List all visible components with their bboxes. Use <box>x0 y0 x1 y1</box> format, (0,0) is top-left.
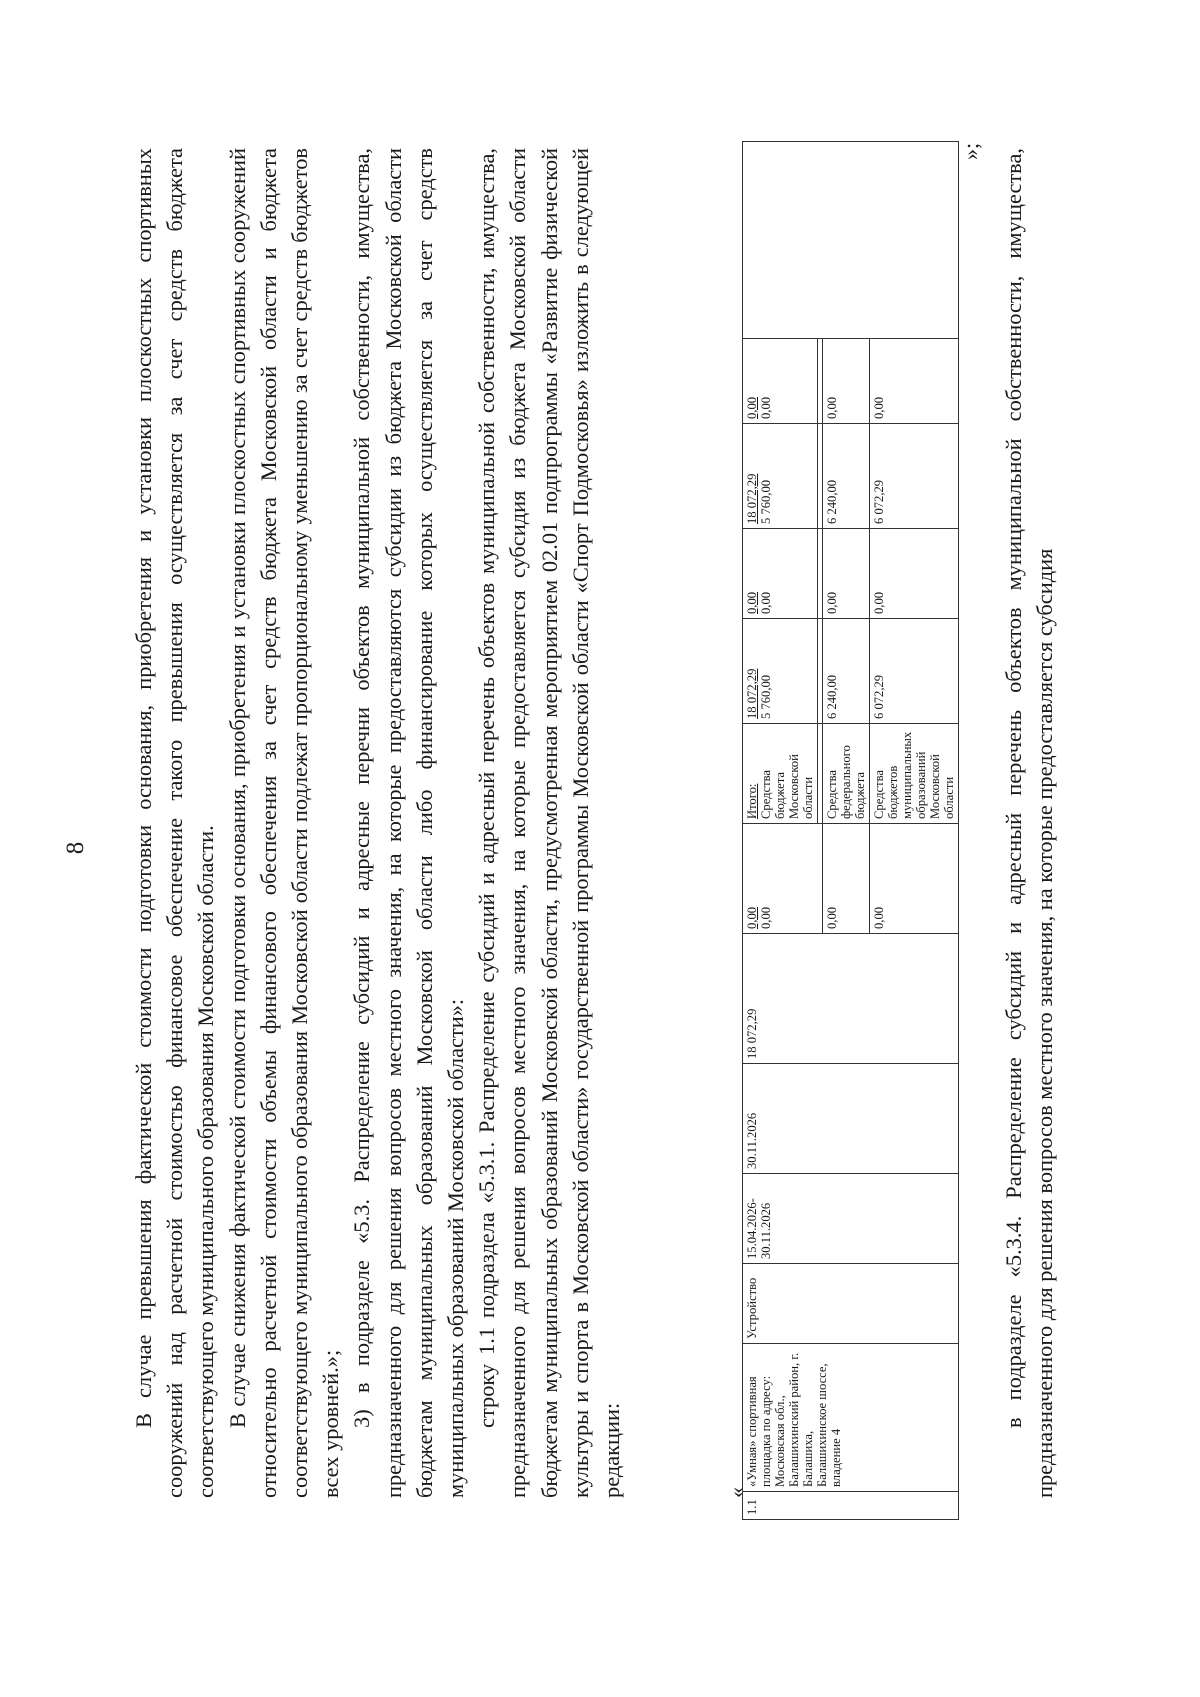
paragraph: В случае снижения фактической стоимости подготовки основания, приобретения и установки плоскостных спортивных сооружений относительно расчетной стоимости объемы финансового обеспечения за счет средств бюджета Московской области и бюджета соответствующего муниципального образования Московской области подлежат пропорциональному уменьшению за счет средств бюджетов всех уровней.»; <box>224 148 344 1498</box>
paragraph: В случае превышения фактической стоимости подготовки основания, приобретения и установки плоскостных спортивных сооружений над расчетной стоимостью финансовое обеспечение такого превышения осуществляется за счет средств бюджета соответствующего муниципального образования Московской области. <box>131 148 219 1498</box>
table-row <box>743 142 818 1520</box>
financed-total: 0,00 <box>745 906 759 929</box>
completion-date: 30.11.2026 <box>743 1064 959 1174</box>
bottom-text <box>998 148 1060 1498</box>
source-remaining: 0,00 <box>823 339 870 424</box>
closing-quote: »; <box>958 142 983 160</box>
work-period: 15.04.2026-30.11.2026 <box>743 1174 959 1264</box>
total-remaining: 0,00 <box>745 396 759 419</box>
source-sum: 5 760,00 <box>759 674 773 719</box>
source-prior: 0,00 <box>870 529 959 619</box>
source-remaining: 0,00 <box>870 339 959 424</box>
paragraph: в подразделе «5.3.4. Распределение субсидий и адресный перечень объектов муниципальной собственности, имущества, предназначенного для решения вопросов местного значения, на которые предоставляется субсидия <box>1001 148 1058 1498</box>
document-page <box>40 48 1160 1648</box>
financed-value: 0,00 <box>870 824 959 934</box>
source-prior: 0,00 <box>759 591 773 614</box>
paragraph: строку 1.1 подраздела «5.3.1. Распределение субсидий и адресный перечень объектов муниципальной собственности, имущества, предназначенного для решения вопросов местного значения, на которые предоставляется субсидия из бюджета Московской области бюджетам муниципальных образований Московской области, предусмотренная мероприятием 02.01 подпрограммы «Развитие физической культуры и спорта в Московской области» государственной программы Московской области «Спорт Подмосковья» изложить в следующей редакции: <box>474 148 625 1498</box>
opening-quote: « <box>724 1487 749 1498</box>
row-number: 1.1 <box>743 1492 959 1520</box>
financed-value: 0,00 <box>823 824 870 934</box>
total-sum: 18 072,29 <box>745 668 759 719</box>
total-2026: 18 072,29 <box>745 473 759 524</box>
source-sum: 6 072,29 <box>870 619 959 724</box>
total-label: Итого: <box>745 783 759 819</box>
source-label: Средства бюджета Московской области <box>759 754 815 819</box>
source-sum: 6 240,00 <box>823 619 870 724</box>
object-name: «Умная» спортивная площадка по адресу: Московская обл., Балашихинский район, г. Балашиха, Балашихинское шоссе, владение 4 <box>743 1344 959 1492</box>
subsidy-table <box>742 141 959 1520</box>
source-label: Средства федерального бюджета <box>823 724 870 824</box>
source-remaining: 0,00 <box>759 396 773 419</box>
source-prior: 0,00 <box>823 529 870 619</box>
financed-value: 0,00 <box>759 906 773 929</box>
paragraph: 3) в подразделе «5.3. Распределение субсидий и адресные перечни объектов муниципальной собственности, имущества, предназначенного для решения вопросов местного значения, на которые предоставляются субсидии из бюджета Московской области бюджетам муниципальных образований Московской области либо финансирование которых осуществляется за счет средств муниципальных образований Московской области»: <box>349 148 469 1498</box>
source-2026: 5 760,00 <box>759 479 773 524</box>
cost: 18 072,29 <box>743 934 959 1064</box>
total-financed: 0,00 <box>745 591 759 614</box>
empty-cell <box>743 142 959 339</box>
source-label: Средства бюджетов муниципальных образований Московской области <box>870 724 959 824</box>
main-text <box>128 148 627 1498</box>
source-2026: 6 240,00 <box>823 424 870 529</box>
source-2026: 6 072,29 <box>870 424 959 529</box>
work-type: Устройство <box>743 1264 959 1344</box>
page-number: 8 <box>62 841 89 855</box>
